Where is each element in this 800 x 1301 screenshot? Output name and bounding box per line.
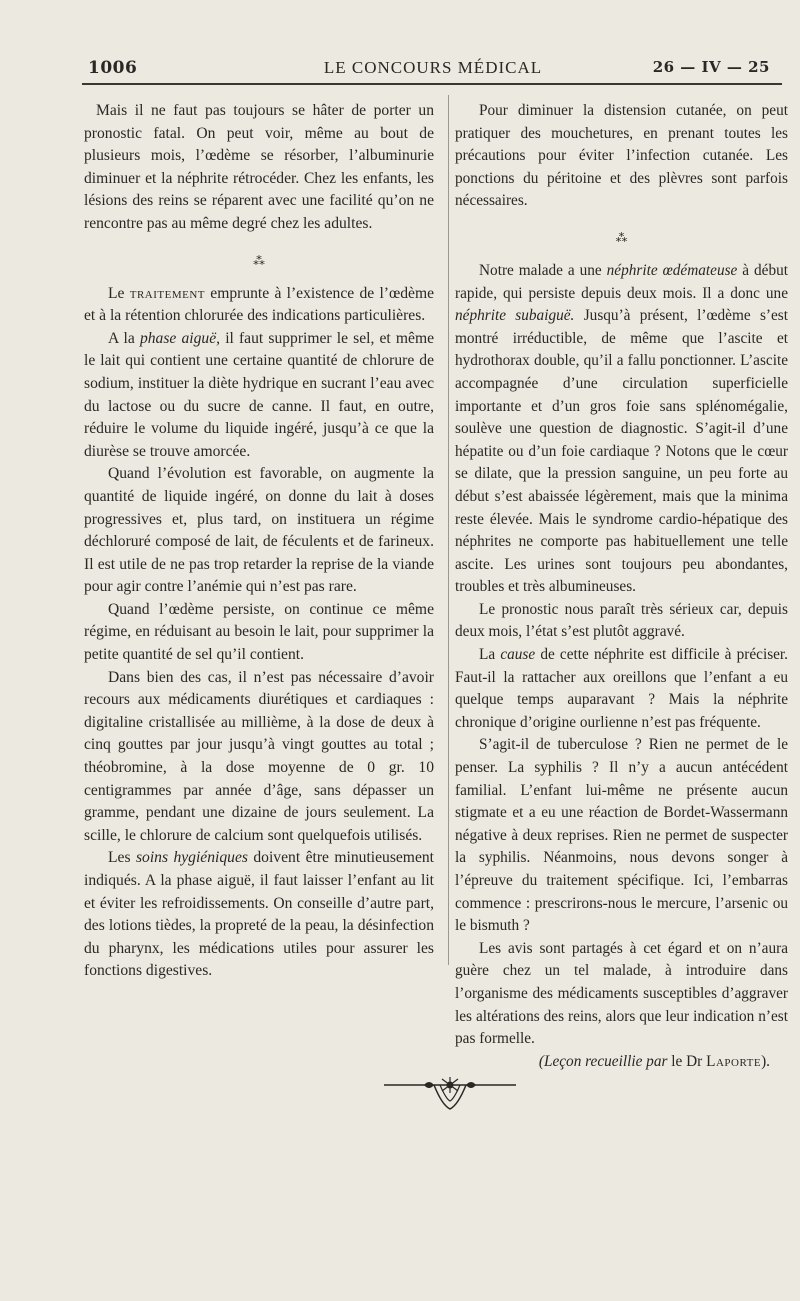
author-name: Laporte [706, 1052, 762, 1070]
paragraph-lead: Le [108, 284, 125, 302]
paragraph [84, 328, 434, 464]
attribution-text: le Dr [671, 1052, 703, 1070]
paragraph: Le pronostic nous paraît très sérieux car, depuis deux mois, l’état s’est plutôt aggravé. [455, 600, 788, 641]
paragraph [84, 283, 434, 328]
italic-term: cause [500, 646, 536, 664]
small-caps-term: traitement [129, 284, 205, 302]
page-number: 1006 [88, 58, 138, 78]
paragraph-text: à début rapide, qui persiste depuis deux mois. Il a donc une [455, 261, 789, 302]
fleuron-ornament-icon [384, 1075, 516, 1115]
paragraph-text: emprunte à l’existence de l’œdème et à la rétention chlorurée des indications particulières. [84, 284, 434, 325]
paragraph-text: de cette néphrite est difficile à préciser. Faut-il la rattacher aux oreillons que l’enfant a eu quelque temps auparavant ? Mais la néphrite chronique d’origine ourlienne n’est pas fréquente. [455, 646, 789, 731]
paragraph: Mais il ne faut pas toujours se hâter de porter un pronostic fatal. On peut voir, même au bout de plusieurs mois, l’œdème se résorber, l’albuminurie diminuer et la néphrite rétrocéder. Chez les enfants, les lésions des reins se réparent avec une facilité qu’on ne rencontre pas au même degré chez les adultes. [84, 102, 434, 232]
paragraph-lead: Les [108, 849, 131, 867]
paragraph-text: doivent être minutieusement indiqués. A la phase aiguë, il faut laisser l’enfant au lit et éviter les refroidissements. On conseille d’autre part, des lotions tièdes, la propreté de la peau, la désinfection du pharynx, les médications utiles pour assurer les fonctions digestives. [84, 849, 434, 980]
attribution-italic: (Leçon recueillie par [538, 1052, 668, 1070]
paragraph [455, 644, 788, 734]
asterism: ⁂ [615, 230, 628, 245]
italic-term: néphrite subaiguë. [455, 307, 575, 325]
paragraph-lead: A la [108, 329, 135, 347]
paragraph: Les avis sont partagés à cet égard et on n’aura guère chez un tel malade, à introduire dans l’organisme des médicaments susceptibles d’aggraver les altérations des reins, alors que leur indication n’est pas formelle. [455, 939, 788, 1048]
issue-date: 26 — IV — 25 [652, 58, 770, 76]
header-rule [82, 83, 782, 85]
paragraph: S’agit-il de tuberculose ? Rien ne permet de le penser. La syphilis ? Il n’y a aucun antécédent familial. L’enfant lui-même ne présente aucun stigmate et a eu une réaction de Bordet-Wassermann négative à deux reprises. Rien ne permet de suspecter la syphilis. Néanmoins, nous devons songer à l’épreuve du traitement spécifique. Ici, l’embarras commence : prescrirons-nous le mercure, l’arsenic ou le bismuth ? [455, 736, 788, 935]
paragraph: Dans bien des cas, il n’est pas nécessaire d’avoir recours aux médicaments diurétiques et cardiaques : digitaline cristallisée au millième, à la dose de deux à cinq gouttes par jour jusqu’à vingt gouttes au total ; théobromine, à la dose moyenne de 0 gr. 10 centigrammes par année d’âge, sans dépasser un gramme, pendant une dizaine de jours seulement. La scille, le chlorure de calcium sont quelquefois utilisés. [84, 668, 434, 844]
paragraph: Quand l’évolution est favorable, on augmente la quantité de liquide ingéré, on donne du lait à doses progressives et, plus tard, on instituera un régime déchloruré composé de lait, de féculents et de farineux. Il est utile de ne pas trop retarder la reprise de la viande pour agir contre l’anémie qui n’est pas rare. [84, 465, 434, 596]
attribution-end: ). [761, 1052, 770, 1070]
left-column [84, 100, 434, 983]
italic-term: soins hygiéniques [135, 849, 248, 867]
paragraph: Quand l’œdème persiste, on continue ce même régime, en réduisant au besoin le lait, pour supprimer la petite quantité de sel qu’il contient. [84, 600, 434, 664]
paragraph [455, 260, 788, 599]
paragraph [84, 847, 434, 983]
paragraph: Pour diminuer la distension cutanée, on peut pratiquer des mouchetures, en prenant toutes les précautions pour éviter l’infection cutanée. Les ponctions du péritoine et des plèvres sont parfois nécessaires. [455, 102, 788, 210]
column-divider [448, 95, 449, 965]
paragraph-lead: Notre malade a une [479, 261, 602, 279]
attribution [455, 1051, 788, 1074]
journal-title: LE CONCOURS MÉDICAL [323, 58, 543, 77]
paragraph-text: Jusqu’à présent, l’œdème s’est montré irréductible, de même que l’ascite et hydrothorax double, qu’il a fallu ponctionner. L’ascite accompagnée d’une circulation superficielle importante et d’un gros foie sans splénomégalie, soulève une question de diagnostic. S’agit-il d’une hépatite ou d’un foie cardiaque ? Notons que le cœur se dilate, que la pression sanguine, un peu forte au début s’est abaissée légèrement, mais que la minima reste élevée. Mais le syndrome cardio-hépatique des néphrites ne comporte pas habituellement une telle ascite. Les urines sont toujours peu abondantes, troubles et très albumineuses. [455, 307, 788, 596]
paragraph-text: il faut supprimer le sel, et même le lait qui contient une certaine quantité de chlorure de sodium, instituer la diète hydrique en sucrant l’eau avec du lactose ou du sucre de canne. Il faut, en outre, réduire le volume du liquide ingéré, jusqu’à ce que la diurèse se trouve amorcée. [84, 329, 435, 460]
running-header [88, 58, 778, 80]
paragraph-lead: La [479, 646, 496, 664]
italic-term: néphrite œdémateuse [606, 261, 738, 279]
italic-term: phase aiguë, [139, 329, 221, 347]
asterism: ⁂ [253, 253, 265, 268]
right-column [455, 100, 788, 1073]
